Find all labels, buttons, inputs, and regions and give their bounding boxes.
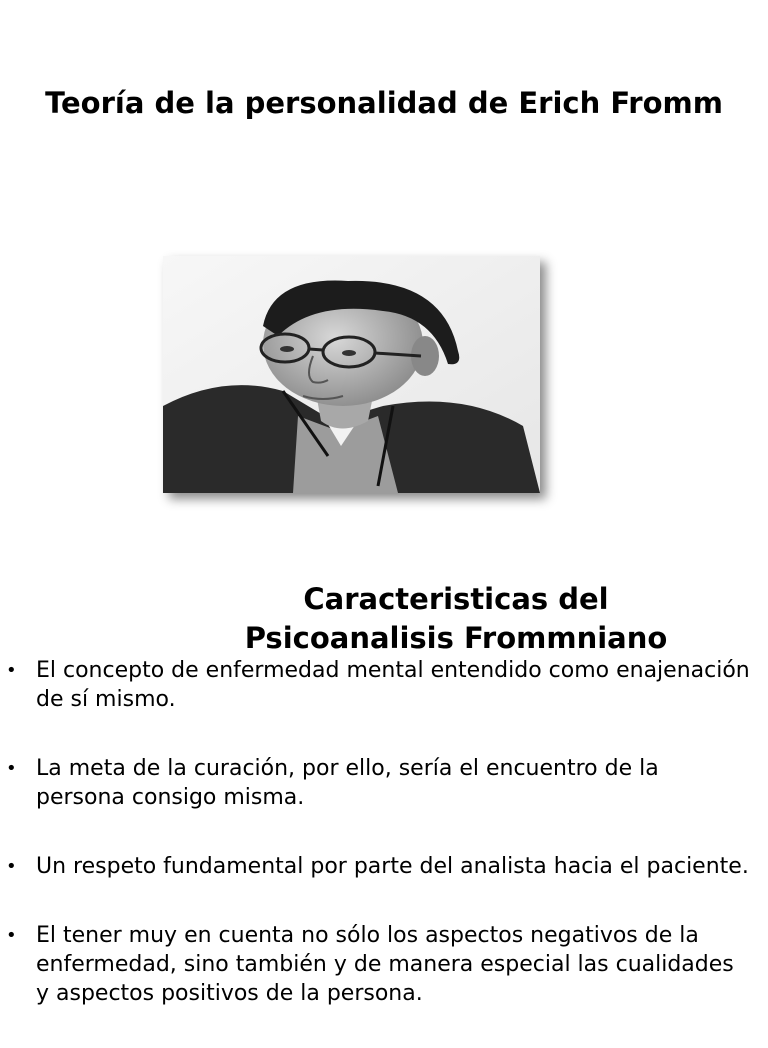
section-heading: Caracteristicas del Psicoanalisis Frommniano xyxy=(244,582,668,655)
bullet-icon: • xyxy=(6,660,17,681)
bullet-icon: • xyxy=(6,925,17,946)
list-item-text: El tener muy en cuenta no sólo los aspectos negativos de la enfermedad, sino también y de manera especial las cualidades y aspectos positivos de la persona. xyxy=(36,923,734,1006)
page-title: Teoría de la personalidad de Erich Fromm xyxy=(45,86,723,120)
list-item-text: Un respeto fundamental por parte del analista hacia el paciente. xyxy=(36,854,749,879)
list-item-text: El concepto de enfermedad mental entendido como enajenación de sí mismo. xyxy=(36,658,750,712)
characteristics-list xyxy=(0,656,768,1048)
list-item xyxy=(0,852,768,881)
portrait-image xyxy=(163,256,540,493)
bullet-icon: • xyxy=(6,758,17,779)
list-item xyxy=(0,656,768,714)
bullet-icon: • xyxy=(6,856,17,877)
portrait-photo xyxy=(163,256,540,493)
list-item-text: La meta de la curación, por ello, sería el encuentro de la persona consigo misma. xyxy=(36,756,659,810)
list-item xyxy=(0,921,768,1008)
list-item xyxy=(0,754,768,812)
